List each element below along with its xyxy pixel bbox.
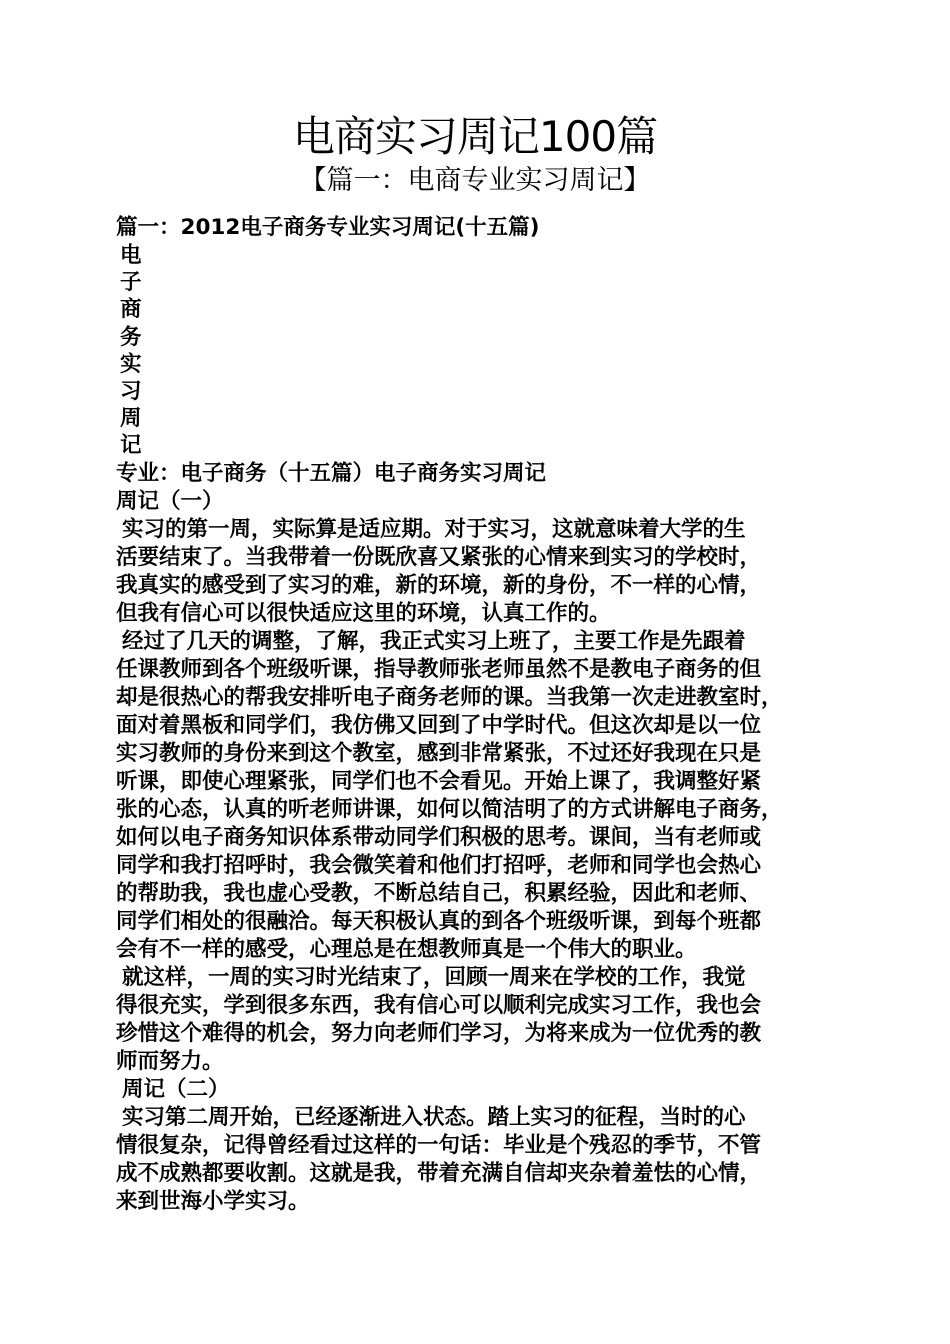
- paragraph-line: 得很充实，学到很多东西，我有信心可以顺利完成实习工作，我也会: [116, 992, 762, 1018]
- major-line: 专业：电子商务（十五篇）电子商务实习周记: [116, 460, 547, 486]
- paragraph-line: 如何以电子商务知识体系带动同学们积极的思考。课间，当有老师或: [116, 824, 762, 850]
- paragraph-line: 同学和我打招呼时，我会微笑着和他们打招呼，老师和同学也会热心: [116, 852, 762, 878]
- paragraph-line: 情很复杂，记得曾经看过这样的一句话：毕业是个残忍的季节，不管: [116, 1132, 762, 1158]
- paragraph-line: 张的心态，认真的听老师讲课，如何以简洁明了的方式讲解电子商务，: [116, 796, 783, 822]
- paragraph-line: 听课，即使心理紧张，同学们也不会看见。开始上课了，我调整好紧: [116, 768, 762, 794]
- vertical-char: 务: [120, 324, 142, 350]
- paragraph-line: 来到世海小学实习。: [116, 1188, 310, 1214]
- vertical-char: 周: [120, 406, 142, 432]
- weekly-heading-2: 周记（二）: [122, 1076, 230, 1102]
- paragraph-line: 实习的第一周，实际算是适应期。对于实习，这就意味着大学的生: [122, 516, 746, 542]
- vertical-char: 电: [120, 243, 142, 268]
- vertical-char: 记: [120, 433, 142, 459]
- paragraph-line: 活要结束了。当我带着一份既欣喜又紧张的心情来到实习的学校时，: [116, 544, 762, 570]
- section-heading: 篇一：2012电子商务专业实习周记(十五篇): [116, 215, 540, 240]
- paragraph-line: 经过了几天的调整，了解，我正式实习上班了，主要工作是先跟着: [122, 628, 746, 654]
- paragraph-line: 面对着黑板和同学们，我仿佛又回到了中学时代。但这次却是以一位: [116, 712, 762, 738]
- paragraph-line: 成不成熟都要收割。这就是我，带着充满自信却夹杂着羞怯的心情，: [116, 1160, 762, 1186]
- vertical-char: 习: [120, 378, 142, 404]
- weekly-heading-1: 周记（一）: [116, 488, 224, 514]
- paragraph-line: 我真实的感受到了实习的难，新的环境，新的身份，不一样的心情，: [116, 572, 762, 598]
- paragraph-line: 却是很热心的帮我安排听电子商务老师的课。当我第一次走进教室时，: [116, 684, 783, 710]
- document-subtitle: 【篇一：电商专业实习周记】: [299, 165, 651, 196]
- paragraph-line: 师而努力。: [116, 1048, 224, 1074]
- vertical-char: 商: [120, 297, 142, 323]
- paragraph-line: 珍惜这个难得的机会，努力向老师们学习，为将来成为一位优秀的教: [116, 1020, 762, 1046]
- paragraph-line: 任课教师到各个班级听课，指导教师张老师虽然不是教电子商务的但: [116, 656, 762, 682]
- paragraph-line: 的帮助我，我也虚心受教，不断总结自己，积累经验，因此和老师、: [116, 880, 762, 906]
- paragraph-line: 就这样，一周的实习时光结束了，回顾一周来在学校的工作，我觉: [122, 964, 746, 990]
- vertical-char: 实: [120, 351, 142, 377]
- paragraph-line: 实习教师的身份来到这个教室，感到非常紧张，不过还好我现在只是: [116, 740, 762, 766]
- paragraph-line: 同学们相处的很融洽。每天积极认真的到各个班级听课，到每个班都: [116, 908, 762, 934]
- paragraph-line: 会有不一样的感受，心理总是在想教师真是一个伟大的职业。: [116, 936, 697, 962]
- paragraph-line: 实习第二周开始，已经逐渐进入状态。踏上实习的征程，当时的心: [122, 1104, 746, 1130]
- paragraph-line: 但我有信心可以很快适应这里的环境，认真工作的。: [116, 600, 611, 626]
- vertical-char: 子: [120, 270, 142, 296]
- document-body: [116, 214, 846, 1216]
- document-title: 电商实习周记100篇: [292, 112, 658, 161]
